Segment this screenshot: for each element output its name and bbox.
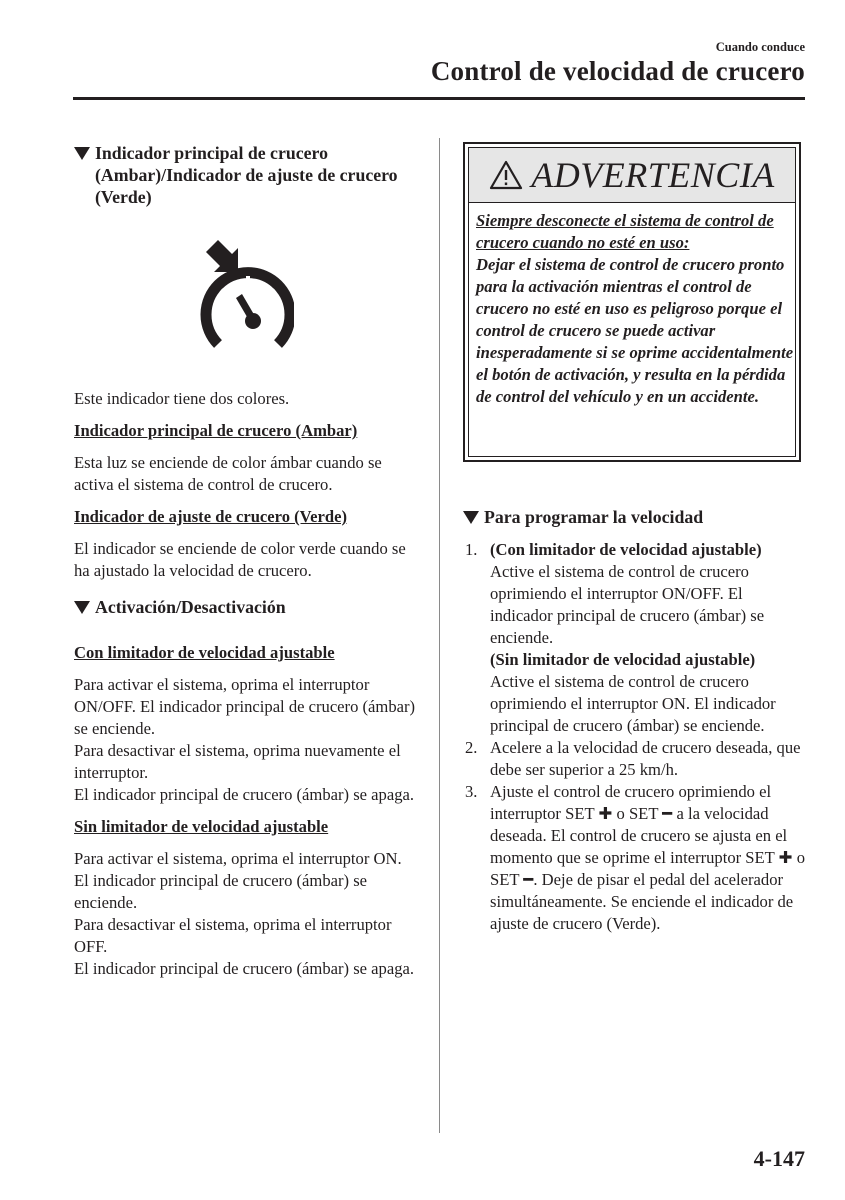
with-limiter-deactivate: Para desactivar el sistema, oprima nuevamente el interruptor. xyxy=(74,741,401,782)
step3-text: Ajuste el control de crucero oprimiendo el interruptor SET ✚ o SET ━ a la velocidad deseada. El control de crucero se ajusta en el momento que se oprime el interruptor SET ✚ o SET ━. Deje de pisar el pedal del acelerador simultáneamente. Se enciende el indicador de ajuste de crucero (Verde). xyxy=(490,782,805,933)
heading-indicators-text: Indicador principal de crucero (Ambar)/Indicador de ajuste de crucero (Verde) xyxy=(95,143,398,207)
page-title: Control de velocidad de crucero xyxy=(430,56,805,86)
step-number: 2. xyxy=(465,738,478,757)
with-limiter-activate: Para activar el sistema, oprima el interruptor ON/OFF. El indicador principal de crucero (ámbar) se enciende. xyxy=(74,675,416,738)
section-label: Cuando conduce xyxy=(715,40,805,54)
cruise-control-speedometer-icon xyxy=(198,236,294,356)
column-divider xyxy=(439,138,440,1133)
subheading-without-limiter: Sin limitador de velocidad ajustable xyxy=(74,817,329,836)
step1-heading-a: (Con limitador de velocidad ajustable) xyxy=(490,540,762,559)
without-limiter-deactivate: Para desactivar el sistema, oprima el interruptor OFF. xyxy=(74,915,392,956)
without-limiter-activate: Para activar el sistema, oprima el interruptor ON. El indicador principal de crucero (ámbar) se enciende. xyxy=(74,849,402,912)
warning-title: ADVERTENCIA xyxy=(531,155,775,195)
step-number: 3. xyxy=(465,782,478,801)
subheading-set-indicator: Indicador de ajuste de crucero (Verde) xyxy=(74,507,347,526)
heading-indicators xyxy=(74,142,419,208)
right-column xyxy=(463,142,808,935)
heading-set-speed xyxy=(463,506,808,528)
warning-body xyxy=(469,203,795,408)
subheading-main-indicator: Indicador principal de crucero (Ambar) xyxy=(74,421,358,440)
left-column xyxy=(74,142,419,980)
list-item xyxy=(463,539,808,737)
set-indicator-text: El indicador se enciende de color verde cuando se ha ajustado la velocidad de crucero. xyxy=(74,539,406,580)
subheading-with-limiter: Con limitador de velocidad ajustable xyxy=(74,643,335,662)
step-number: 1. xyxy=(465,540,478,559)
step1-text-a: Active el sistema de control de crucero oprimiendo el interruptor ON/OFF. El indicador principal de crucero (ámbar) se enciende. xyxy=(490,562,765,647)
list-item xyxy=(463,737,808,781)
list-item xyxy=(463,781,808,935)
triangle-bullet-icon xyxy=(74,601,90,614)
title-rule xyxy=(73,97,805,100)
warning-text: Dejar el sistema de control de crucero pronto para la activación mientras el control de crucero no esté en uso es peligroso porque el control de crucero se puede activar inesperadamente si se oprime accidentalmente el botón de activación, y resulta en la pérdida de control del vehículo y en un accidente. xyxy=(476,255,794,406)
triangle-bullet-icon xyxy=(74,147,90,160)
page-number: 4-147 xyxy=(753,1146,805,1171)
step2-text: Acelere a la velocidad de crucero deseada, que debe ser superior a 25 km/h. xyxy=(490,738,801,779)
step1-heading-b: (Sin limitador de velocidad ajustable) xyxy=(490,650,756,669)
indicator-icon-wrap xyxy=(74,236,419,361)
warning-box xyxy=(463,142,801,462)
with-limiter-off: El indicador principal de crucero (ámbar) se apaga. xyxy=(74,785,415,804)
heading-set-speed-text: Para programar la velocidad xyxy=(484,507,704,527)
warning-header xyxy=(469,148,795,203)
intro-text: Este indicador tiene dos colores. xyxy=(74,389,290,408)
step1-text-b: Active el sistema de control de crucero oprimiendo el interruptor ON. El indicador principal de crucero (ámbar) se enciende. xyxy=(490,672,776,735)
steps-list xyxy=(463,539,808,935)
main-indicator-text: Esta luz se enciende de color ámbar cuando se activa el sistema de control de crucero. xyxy=(74,453,382,494)
heading-activation xyxy=(74,596,419,618)
without-limiter-off: El indicador principal de crucero (ámbar) se apaga. xyxy=(74,959,415,978)
heading-activation-text: Activación/Desactivación xyxy=(95,597,286,617)
warning-triangle-icon xyxy=(489,160,523,190)
triangle-bullet-icon xyxy=(463,511,479,524)
warning-lead: Siempre desconecte el sistema de control de crucero cuando no esté en uso: xyxy=(476,211,774,252)
